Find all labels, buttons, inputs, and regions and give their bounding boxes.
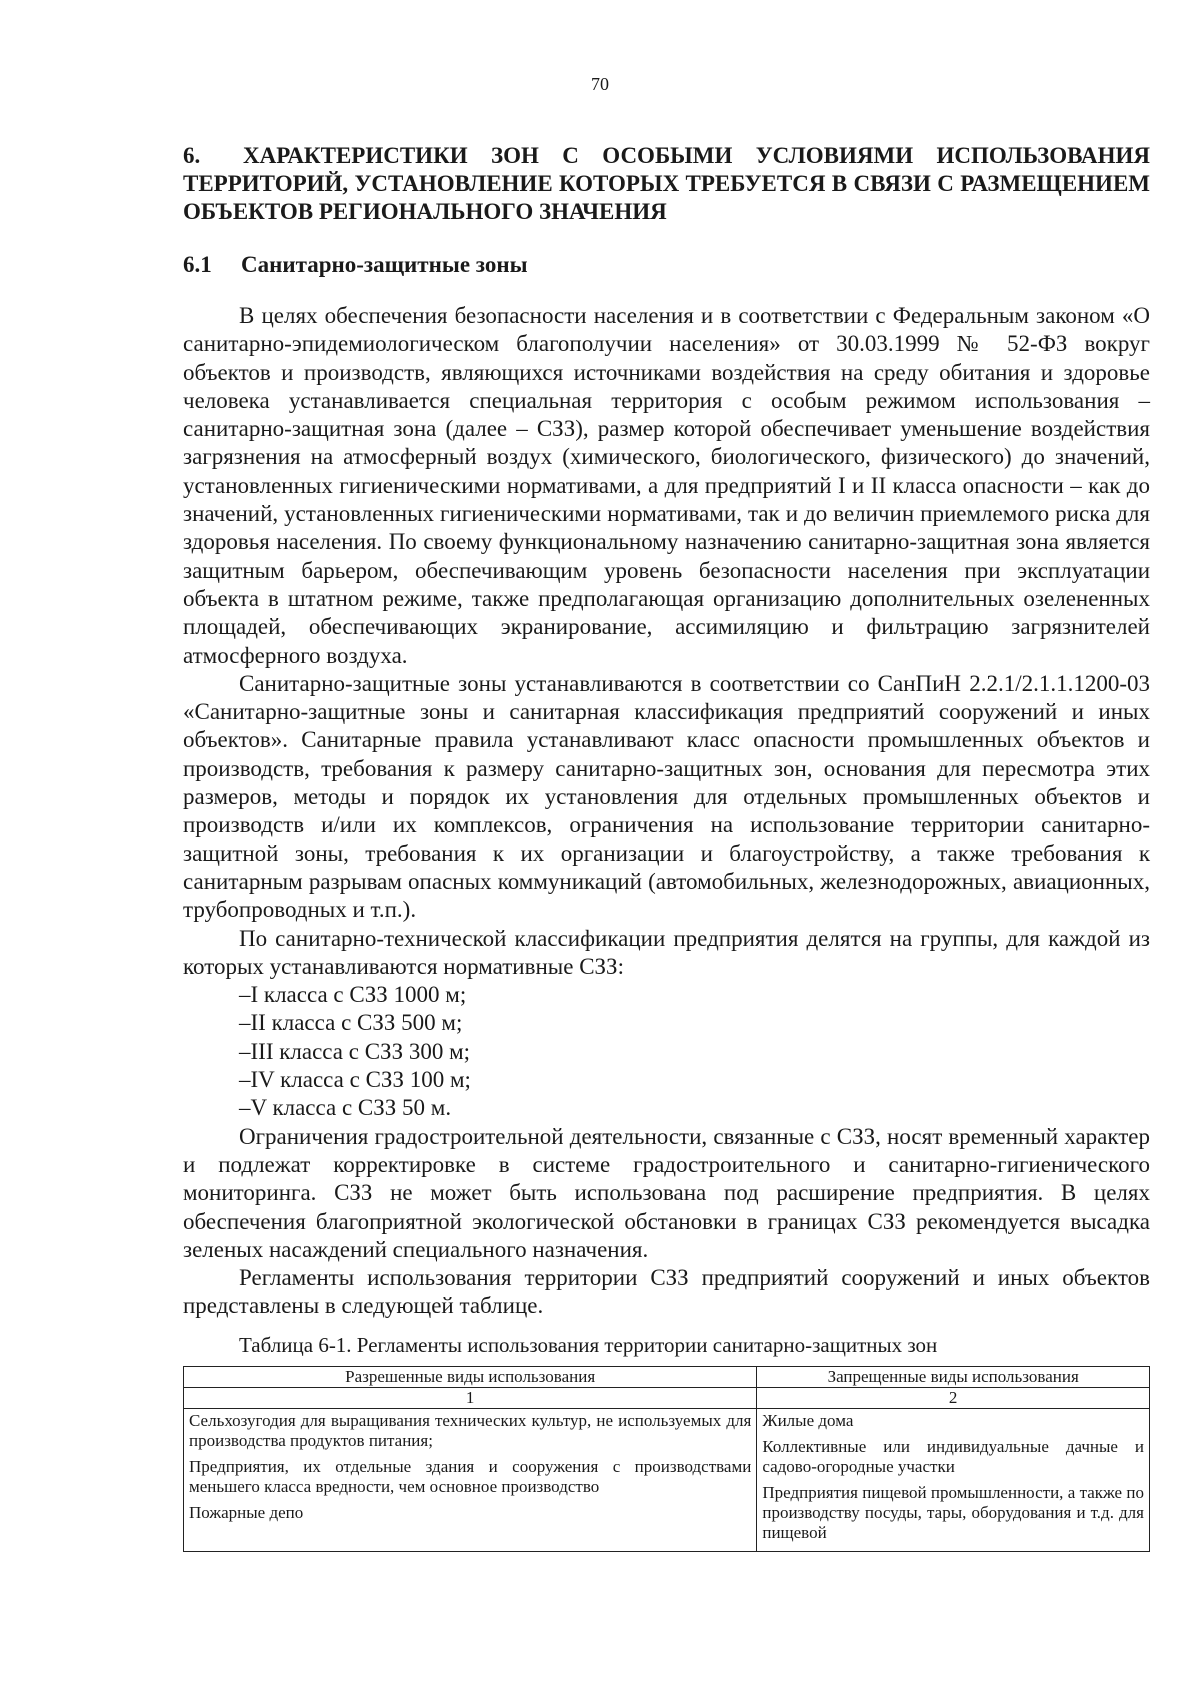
table-index-row <box>184 1388 1150 1409</box>
section-title: ХАРАКТЕРИСТИКИ ЗОН С ОСОБЫМИ УСЛОВИЯМИ ИСПОЛЬЗОВАНИЯ ТЕРРИТОРИЙ, УСТАНОВЛЕНИЕ КОТОРЫХ ТРЕБУЕТСЯ В СВЯЗИ С РАЗМЕЩЕНИЕМ ОБЪЕКТОВ РЕГИОНАЛЬНОГО ЗНАЧЕНИЯ <box>183 143 1150 224</box>
paragraph: Санитарно-защитные зоны устанавливаются в соответствии со СанПиН 2.2.1/2.1.1.1200-03 «Санитарно-защитные зоны и санитарная классификация предприятий сооружений и иных объектов». Санитарные правила устанавливают класс опасности промышленных объектов и производств, требования к размеру санитарно-защитных зон, основания для пересмотра этих размеров, методы и порядок их установления для отдельных промышленных объектов и производств и/или их комплексов, ограничения на использование территории санитарно-защитной зоны, требования к их организации и благоустройству, а также требования к санитарным разрывам опасных коммуникаций (автомобильных, железнодорожных, авиационных, трубопроводных и т.п.). <box>183 670 1150 923</box>
table-caption: Таблица 6-1. Регламенты использования территории санитарно-защитных зон <box>239 1333 938 1357</box>
class-list <box>183 981 1150 1122</box>
paragraph: В целях обеспечения безопасности населения и в соответствии с Федеральным законом «О санитарно-эпидемиологическом благополучии населения» от 30.03.1999 № 52-ФЗ вокруг объектов и производств, являющихся источниками воздействия на среду обитания и здоровье человека устанавливается специальная территория с особым режимом использования – санитарно-защитная зона (далее – СЗЗ), размер которой обеспечивает уменьшение воздействия загрязнения на атмосферный воздух (химического, биологического, физического) до значений, установленных гигиеническими нормативами, а для предприятий I и II класса опасности – как до значений, установленных гигиеническими нормативами, так и до величин приемлемого риска для здоровья населения. По своему функциональному назначению санитарно-защитная зона является защитным барьером, обеспечивающим уровень безопасности населения при эксплуатации объекта в штатном режиме, также предполагающая организацию дополнительных озелененных площадей, обеспечивающих экранирование, ассимиляцию и фильтрацию загрязнителей атмосферного воздуха. <box>183 303 1150 668</box>
column-index: 1 <box>184 1388 757 1409</box>
regulations-table <box>183 1366 1150 1552</box>
class-list-item: –I класса с СЗЗ 1000 м; <box>239 982 467 1008</box>
column-header-forbidden: Запрещенные виды использования <box>757 1367 1150 1388</box>
paragraph: По санитарно-технической классификации предприятия делятся на группы, для каждой из которых устанавливаются нормативные СЗЗ: <box>183 925 1150 979</box>
section-number: 6. <box>183 143 201 168</box>
forbidden-use-item: Предприятия пищевой промышленности, а также по производству посуды, тары, оборудования и т.д. для пищевой <box>762 1483 1144 1542</box>
subsection-title: Санитарно-защитные зоны <box>241 252 528 277</box>
forbidden-uses-cell <box>757 1409 1150 1552</box>
allowed-use-item: Пожарные депо <box>189 1503 304 1522</box>
subsection-heading <box>183 252 528 278</box>
body-text <box>183 302 1150 1321</box>
table-header-row <box>184 1367 1150 1388</box>
class-list-item: –II класса с СЗЗ 500 м; <box>239 1010 463 1036</box>
page-number: 70 <box>591 74 609 94</box>
table-row <box>184 1409 1150 1552</box>
allowed-use-item: Сельхозугодия для выращивания технических культур, не используемых для производства продуктов питания; <box>189 1411 752 1450</box>
paragraph: Регламенты использования территории СЗЗ предприятий сооружений и иных объектов представлены в следующей таблице. <box>183 1265 1150 1319</box>
column-header-allowed: Разрешенные виды использования <box>184 1367 757 1388</box>
allowed-use-item: Предприятия, их отдельные здания и сооружения с производствами меньшего класса вредности, чем основное производство <box>189 1457 752 1496</box>
allowed-uses-cell <box>184 1409 757 1552</box>
paragraph: Ограничения градостроительной деятельности, связанные с СЗЗ, носят временный характер и подлежат корректировке в системе градостроительного и санитарно-гигиенического мониторинга. СЗЗ не может быть использована под расширение предприятия. В целях обеспечения благоприятной экологической обстановки в границах СЗЗ рекомендуется высадка зеленых насаждений специального назначения. <box>183 1123 1150 1262</box>
subsection-number: 6.1 <box>183 252 212 277</box>
forbidden-use-item: Жилые дома <box>762 1411 854 1430</box>
forbidden-use-item: Коллективные или индивидуальные дачные и садово-огородные участки <box>762 1437 1144 1476</box>
column-index: 2 <box>757 1388 1150 1409</box>
class-list-item: –III класса с СЗЗ 300 м; <box>239 1038 471 1064</box>
class-list-item: –V класса с СЗЗ 50 м. <box>239 1095 452 1121</box>
class-list-item: –IV класса с СЗЗ 100 м; <box>239 1067 471 1093</box>
section-heading <box>183 142 1150 226</box>
